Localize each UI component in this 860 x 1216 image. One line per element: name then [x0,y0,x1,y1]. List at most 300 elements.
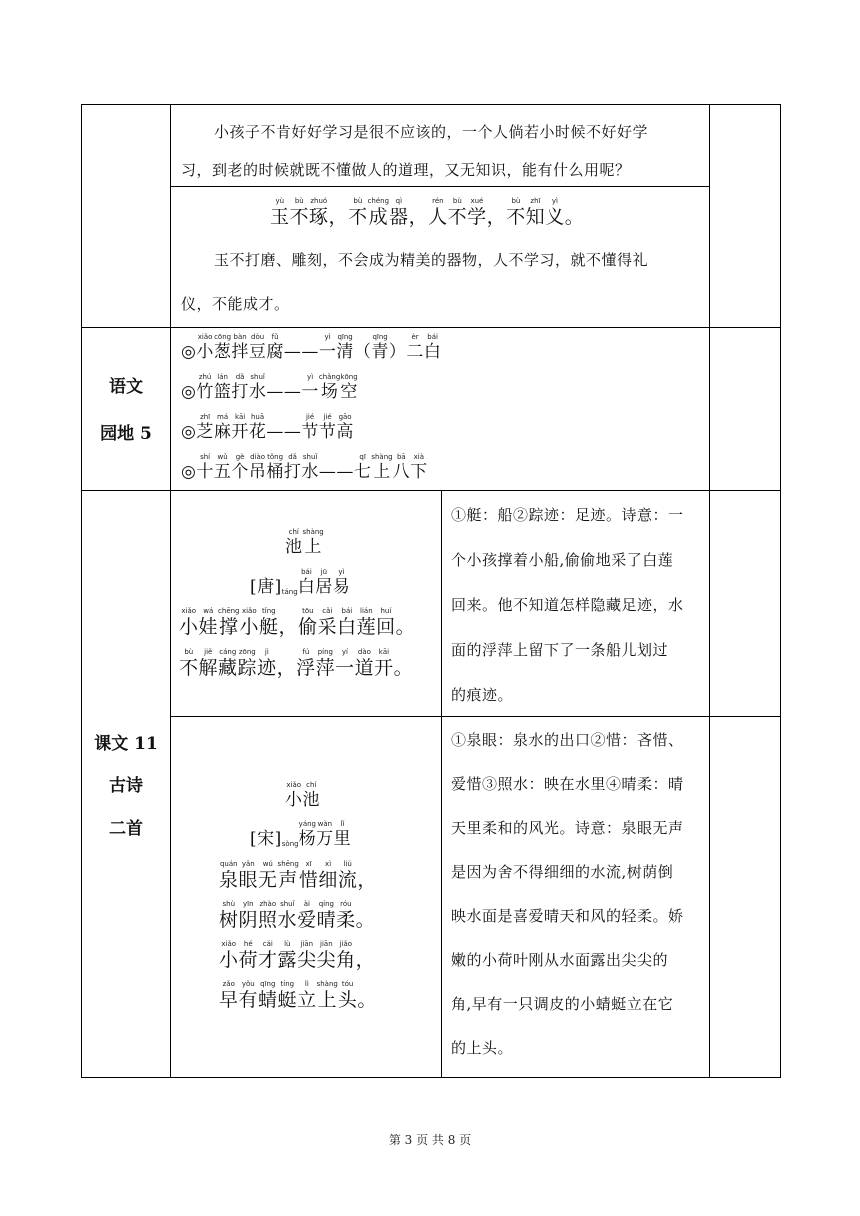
note-line: 映水面是喜爱晴天和风的轻柔。娇 [451,907,684,925]
ruby-char [371,453,392,482]
hanzi: 小 [196,342,214,362]
pinyin [329,197,349,206]
ruby-char [545,197,565,228]
hanzi: 白 [297,577,316,597]
ruby-char [250,568,282,597]
hanzi: 葱 [213,342,232,362]
ruby-char [301,413,319,442]
pinyin: tóu [341,980,354,988]
pinyin: bù [511,197,521,205]
ruby-char [354,453,372,482]
hanzi: 。 [357,989,377,1011]
hanzi: ， [486,206,507,228]
note-line: 回来。他不知道怎样隐藏足迹，水 [451,596,684,614]
hanzi: 才 [258,949,278,971]
ruby-char [340,373,358,402]
pinyin [319,453,354,462]
hanzi: 道 [354,657,375,679]
pinyin: dǎ [235,373,245,381]
pinyin: wá [203,607,214,615]
ruby-char [316,648,336,679]
ruby-char [318,860,338,891]
ruby-char [394,648,414,679]
ruby-char [389,333,407,362]
hanzi: 成 [368,206,389,228]
pinyin: yí [341,648,348,656]
pinyin [266,413,301,422]
pinyin: bù [184,648,194,656]
hanzi: 八 [392,462,411,482]
ruby-char [336,333,354,362]
hanzi: 高 [336,422,354,442]
ruby-char [299,820,317,849]
pinyin: jì [264,648,269,656]
ruby-char [376,607,396,638]
ruby-char [196,413,214,442]
hanzi: 艇 [259,616,279,638]
pinyin: yì [324,333,331,341]
pinyin [181,373,196,382]
hanzi: 打 [283,462,302,482]
hanzi: 泉 [219,869,239,891]
ruby-char [424,333,442,362]
pinyin: yáng [298,820,316,828]
pinyin: xiǎo [181,607,197,615]
pinyin: yù [275,197,285,205]
ruby-char [258,860,278,891]
pinyin: yīn [243,900,254,908]
pinyin: chēng [218,607,240,615]
ruby-char [319,413,337,442]
pinyin: qīng [372,333,388,341]
ruby-char [290,197,310,228]
ruby-char [374,648,394,679]
hanzi: 青 [371,342,389,362]
hanzi: 不 [447,206,468,228]
pinyin [356,900,376,909]
pinyin [354,333,372,342]
hanzi: 尖 [297,949,317,971]
ruby-char [219,900,239,931]
hanzi: 一 [301,382,319,402]
hanzi: 露 [277,949,298,971]
hanzi: 浮 [296,657,316,679]
hanzi: 上 [317,989,337,1011]
hanzi: 小 [179,616,199,638]
hanzi: 知 [525,206,546,228]
pinyin: shuǐ [302,453,318,461]
ruby-char [231,453,249,482]
pinyin: xiǎo [221,940,237,948]
saying-line [181,333,441,362]
pinyin: zǎo [222,980,235,988]
ruby-char [214,373,232,402]
hanzi: 水 [301,462,319,482]
pinyin [409,197,429,206]
ruby-char [334,820,352,849]
pinyin: shuǐ [280,900,295,908]
hanzi: —— [266,382,302,402]
hanzi: 万 [316,829,334,849]
pinyin: fú [302,648,310,656]
pinyin: zhuó [310,197,328,205]
pinyin: dòu [251,333,265,341]
ruby-char [219,860,239,891]
ruby-char [238,648,258,679]
pinyin: lì [304,980,309,988]
hanzi: 吊 [248,462,267,482]
ruby-char [487,197,507,228]
pinyin: xì [325,860,332,868]
hanzi: 头 [337,989,358,1011]
hanzi: ） [388,342,407,362]
pinyin: shàng [302,528,324,536]
ruby-char [284,453,302,482]
hanzi: ， [328,206,349,228]
hanzi: 不 [506,206,526,228]
note-line: 的上头。 [451,1039,514,1057]
hanzi: 上 [373,462,391,482]
pinyin: xiǎo [197,333,213,341]
para-line-2: 习，到老的时候就既不懂做人的道理，又无知识，能有什么用呢？ [181,161,631,179]
pinyin: jiǎo [339,940,353,948]
section-label-line-1: 课文 11 [94,734,158,754]
ruby-char [303,781,321,810]
hanzi: 池 [302,790,320,810]
explanation-line-2: 仪，不能成才。 [181,295,290,313]
hanzi: 声 [278,869,298,891]
para-line-1: 小孩子不肯好好学习是很不应该的，一个人倘若小时候不好好学 [214,123,649,141]
pinyin: róu [340,900,352,908]
hanzi: ◎ [181,462,197,482]
pinyin: sòng [281,840,299,848]
pinyin: cáng [219,648,237,656]
hanzi: 一 [318,342,337,362]
ruby-char [410,453,428,482]
poem-line [219,980,377,1011]
ruby-char [297,940,317,971]
hanzi: 十 [196,462,214,482]
pinyin: yì [307,373,314,381]
ruby-char [357,860,377,891]
pinyin: huí [380,607,392,615]
hanzi: ， [278,616,299,638]
hanzi: 爱 [297,909,317,931]
saying-line [181,453,428,482]
pinyin: bù [353,197,363,205]
hanzi: 场 [320,382,339,402]
ruby-char [354,333,372,362]
hanzi: 不 [348,206,368,228]
pinyin: píng [317,648,333,656]
hanzi: 蜻 [258,989,278,1011]
ruby-char [259,607,279,638]
pinyin: lián [360,607,373,615]
pinyin [357,980,377,989]
ruby-char [371,333,389,362]
ruby-char [219,940,239,971]
ruby-char [239,980,259,1011]
hanzi: ， [357,869,377,891]
pinyin: shàng [371,453,393,461]
note-line: 面的浮萍上留下了一条船儿划过 [451,641,669,659]
ruby-char [298,607,318,638]
hanzi: 五 [213,462,232,482]
hanzi: 解 [198,657,219,679]
hanzi: 水 [277,909,298,931]
hanzi: 。 [395,616,416,638]
hanzi: 池 [285,537,303,557]
hanzi: 细 [318,869,338,891]
ruby-char [196,333,214,362]
ruby-char [355,648,375,679]
hanzi: 水 [248,382,267,402]
pinyin: shēng [277,860,299,868]
pinyin: kōng [340,373,358,381]
hanzi: 下 [410,462,428,482]
poem-line [179,648,413,679]
pinyin: wàn [317,820,333,828]
pinyin: shuǐ [250,373,265,381]
pinyin: zhī [200,413,211,421]
hanzi: 不 [289,206,310,228]
ruby-char [181,413,196,442]
note-line: 爱惜③照水：映在水里④晴柔：晴 [451,775,684,793]
poem-author [250,820,351,849]
pinyin: jiān [300,940,314,948]
hanzi: 一 [335,657,355,679]
pinyin: qī [359,453,366,461]
hanzi: 柔 [336,909,356,931]
ruby-char [368,197,389,228]
hanzi: 藏 [218,657,238,679]
pinyin [250,820,282,829]
ruby-char [526,197,546,228]
pinyin: xiǎo [286,781,302,789]
hanzi: 花 [248,422,267,442]
note-line: 个小孩撑着小船,偷偷地采了白莲 [451,551,674,569]
proverb-line [270,197,584,228]
pinyin: jié [323,413,332,421]
hanzi: 空 [340,382,358,402]
pinyin: bù [294,197,304,205]
ruby-char [348,197,368,228]
pinyin: bái [427,333,438,341]
ruby-char [337,607,357,638]
ruby-char [181,333,196,362]
pinyin: fǔ [271,333,279,341]
pinyin [181,413,196,422]
note-line: 天里柔和的风光。诗意：泉眼无声 [451,819,684,837]
pinyin [396,607,416,616]
hanzi: 眼 [238,869,259,891]
ruby-char [258,940,278,971]
ruby-char [266,413,301,442]
ruby-char [317,980,338,1011]
ruby-char [270,197,290,228]
hanzi: 人 [428,206,448,228]
ruby-char [218,648,238,679]
pinyin: huā [251,413,265,421]
ruby-char [218,607,239,638]
hanzi: 角 [336,949,356,971]
ruby-char [309,197,329,228]
pinyin [277,648,297,657]
ruby-char [266,373,301,402]
pinyin: táng [281,588,298,596]
hanzi: 迹 [257,657,277,679]
ruby-char [282,588,298,597]
ruby-char [231,413,249,442]
ruby-char [179,648,199,679]
hanzi: 小 [239,616,260,638]
ruby-char [301,453,319,482]
hanzi: 易 [332,577,351,597]
hanzi: 拌 [231,342,249,362]
hanzi: 小 [285,790,303,810]
hanzi: 树 [219,909,239,931]
pinyin: chǎng [318,373,341,381]
hanzi: [唐] [250,577,282,597]
ruby-char [249,453,267,482]
pinyin: xiǎo [241,607,257,615]
ruby-char [282,840,299,849]
hanzi: 偷 [298,616,318,638]
ruby-char [231,333,249,362]
hanzi: 居 [315,577,333,597]
pinyin: bā [396,453,406,461]
hanzi: 采 [317,616,338,638]
ruby-char [278,980,298,1011]
hanzi: 惜 [298,869,319,891]
ruby-char [336,900,356,931]
ruby-char [214,333,232,362]
note-line: 是因为舍不得细细的水流,树荫倒 [451,863,674,881]
ruby-char [389,197,409,228]
pinyin: tíng [280,980,295,988]
ruby-char [303,528,324,557]
pinyin [279,607,299,616]
ruby-char [279,607,299,638]
hanzi: （ [353,342,372,362]
pinyin: kāi [234,413,246,421]
hanzi: 尖 [316,949,337,971]
ruby-char [199,648,219,679]
ruby-char [448,197,468,228]
poem-line [219,900,375,931]
section-label-line-2: 园地 5 [100,424,152,444]
hanzi: 七 [353,462,372,482]
hanzi: 豆 [248,342,267,362]
hanzi: 芝 [196,422,214,442]
hanzi: 二 [406,342,424,362]
hanzi: ◎ [181,422,197,442]
pinyin [356,940,376,949]
hanzi: 早 [219,989,239,1011]
pinyin: cǎi [322,607,333,615]
pinyin: ài [303,900,310,908]
pinyin: xī [305,860,312,868]
pinyin: zhī [530,197,541,205]
hanzi: 撑 [219,616,239,638]
hanzi: 竹 [196,382,214,402]
pinyin: bái [301,568,312,576]
hanzi: 上 [304,537,322,557]
hanzi: 开 [374,657,394,679]
ruby-char [335,648,355,679]
ruby-char [319,453,354,482]
hanzi: 白 [423,342,442,362]
hanzi: 节 [318,422,337,442]
hanzi: 娃 [198,616,219,638]
ruby-char [196,453,214,482]
hanzi: 打 [231,382,249,402]
pinyin: kāi [378,648,390,656]
pinyin: chí [288,528,299,536]
pinyin: yì [551,197,558,205]
ruby-char [250,820,282,849]
pinyin: má [217,413,229,421]
ruby-char [214,413,232,442]
ruby-char [318,607,338,638]
pinyin: tōu [302,607,314,615]
note-line: ①艇：船②踪迹：足迹。诗意：一 [451,506,684,524]
pinyin: shù [222,900,236,908]
pinyin: lán [217,373,228,381]
hanzi: 白 [337,616,357,638]
pinyin: jiān [320,940,333,948]
pinyin: zhú [198,373,212,381]
hanzi: 清 [336,342,354,362]
ruby-char [278,900,298,931]
ruby-char [249,333,267,362]
ruby-char [239,900,259,931]
ruby-char [181,453,196,482]
ruby-char [336,413,354,442]
pinyin: qì [395,197,403,205]
pinyin: cái [262,940,273,948]
ruby-char [179,607,199,638]
pinyin [266,373,301,382]
hanzi: ， [276,657,297,679]
ruby-char [506,197,526,228]
ruby-char [329,197,349,228]
pinyin: rén [432,197,444,205]
ruby-char [316,820,334,849]
ruby-char [299,860,319,891]
ruby-char [317,900,337,931]
pinyin: bàn [233,333,247,341]
pinyin: bái [341,607,353,615]
ruby-char [214,453,232,482]
pinyin: gè [235,453,245,461]
pinyin: xià [413,453,425,461]
saying-line [181,413,354,442]
pinyin: yì [338,568,345,576]
pinyin: jū [320,568,328,576]
ruby-char [357,607,377,638]
hanzi: 杨 [298,829,317,849]
pinyin: wǔ [217,453,228,461]
hanzi: 个 [231,462,249,482]
ruby-char [285,781,303,810]
pinyin [181,453,196,462]
pinyin: lù [284,940,291,948]
hanzi: 篮 [213,382,232,402]
pinyin [357,860,377,869]
note-line: 的痕迹。 [451,686,514,704]
hanzi: 萍 [315,657,336,679]
